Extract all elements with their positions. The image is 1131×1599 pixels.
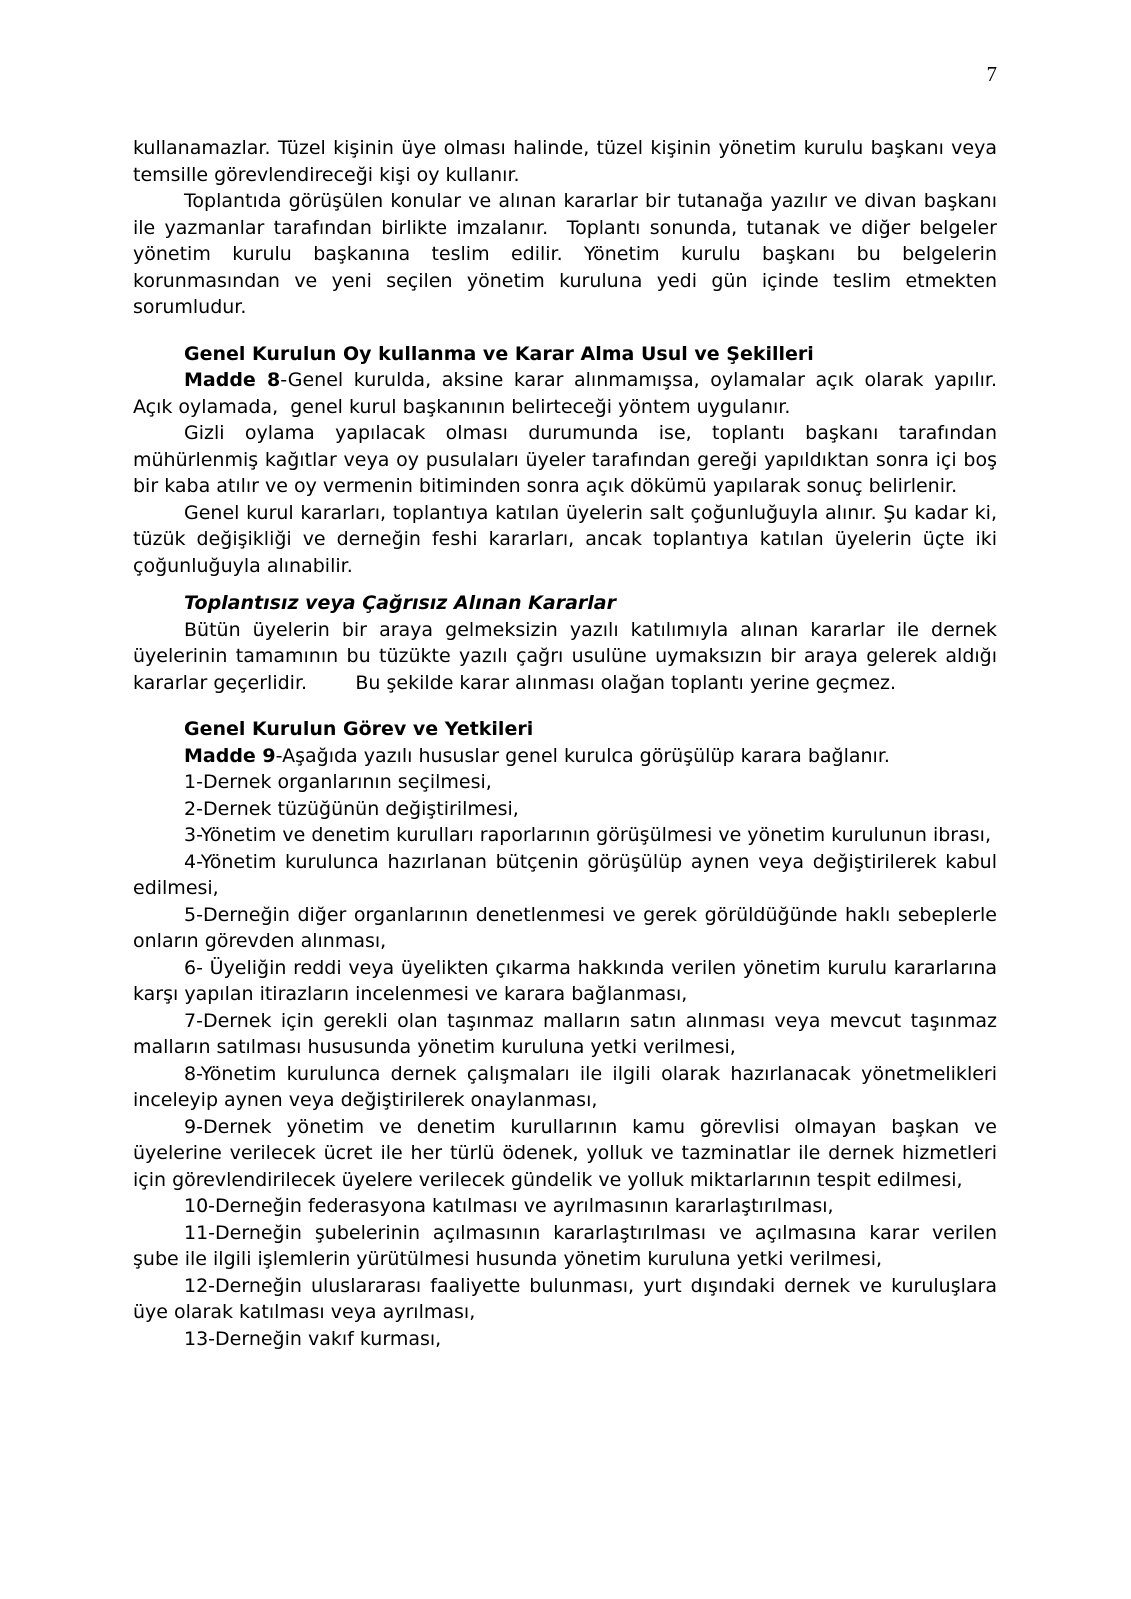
text-run: Genel kurul kararları, toplantıya katılan üyelerin salt çoğunluğuyla alınır. Şu kadar ki, tüzük değişikliği ve derneğin feshi kararları, ancak toplantıya katılan üyelerin üçte iki çoğunluğuyla alınabilir. (133, 501, 997, 577)
paragraph (133, 617, 997, 697)
text-run: 12-Derneğin uluslararası faaliyette bulunması, yurt dışındaki dernek ve kuruluşlara üye olarak katılması veya ayrılması, (133, 1274, 997, 1323)
list-item (133, 1061, 997, 1114)
paragraph (133, 135, 997, 188)
list-item (133, 1193, 997, 1220)
list-item (133, 1114, 997, 1194)
page-number: 7 (986, 62, 997, 86)
section-heading (133, 341, 997, 368)
text-run: 11-Derneğin şubelerinin açılmasının kararlaştırılması ve açılmasına karar verilen şube ile ilgili işlemlerin yürütülmesi husunda yönetim kuruluna yetki verilmesi, (133, 1221, 997, 1270)
text-run: Gizli oylama yapılacak olması durumunda ise, toplantı başkanı tarafından mühürlenmiş kağıtlar veya oy pusulaları üyeler tarafından gereği yapıldıktan sonra içi boş bir kaba atılır ve oy vermenin bitiminden sonra açık dökümü yapılarak sonuç belirlenir. (133, 422, 997, 497)
page-header (133, 64, 997, 85)
paragraph (133, 420, 997, 500)
document-body (133, 135, 997, 1352)
text-run: 8-Yönetim kurulunca dernek çalışmaları ile ilgili olarak hazırlanacak yönetmelikleri inceleyip aynen veya değiştirilerek onaylanması, (133, 1062, 997, 1111)
list-item (133, 849, 997, 902)
text-run: 7-Dernek için gerekli olan taşınmaz malların satın alınması veya mevcut taşınmaz malların satılması hususunda yönetim kuruluna yetki verilmesi, (133, 1009, 997, 1058)
list-item (133, 1220, 997, 1273)
article-paragraph (133, 743, 997, 770)
list-item (133, 769, 997, 796)
text-run: 6- Üyeliğin reddi veya üyelikten çıkarma hakkında verilen yönetim kurulu kararlarına karşı yapılan itirazların incelenmesi ve karara bağlanması, (133, 956, 997, 1005)
text-run: 5-Derneğin diğer organlarının denetlenmesi ve gerek görüldüğünde haklı sebeplerle onların görevden alınması, (133, 903, 997, 952)
list-item (133, 1273, 997, 1326)
text-run: Genel Kurulun Oy kullanma ve Karar Alma Usul ve Şekilleri (184, 342, 814, 365)
text-run: Bütün üyelerin bir araya gelmeksizin yazılı katılımıyla alınan kararlar ile dernek üyelerinin tamamının bu tüzükte yazılı çağrı usulüne uymaksızın bir araya gelerek aldığı kararlar geçerlidir. Bu şekilde karar alınması olağan toplantı yerine geçmez. (133, 618, 997, 694)
article-paragraph (133, 367, 997, 420)
article-number: Madde 9 (184, 744, 276, 767)
list-item (133, 796, 997, 823)
text-run: Toplantısız veya Çağrısız Alınan Kararlar (184, 592, 616, 614)
text-run: -Genel kurulda, aksine karar alınmamışsa, oylamalar açık olarak yapılır. Açık oylamada, genel kurul başkanının belirteceği yöntem uygulanır. (133, 369, 997, 418)
text-run: -Aşağıda yazılı hususlar genel kurulca görüşülüp karara bağlanır. (275, 744, 890, 767)
text-run: 3-Yönetim ve denetim kurulları raporlarının görüşülmesi ve yönetim kurulunun ibrası, (184, 824, 991, 846)
text-run: 10-Derneğin federasyona katılması ve ayrılmasının kararlaştırılması, (184, 1195, 834, 1217)
paragraph (133, 188, 997, 321)
text-run: kullanamazlar. Tüzel kişinin üye olması halinde, tüzel kişinin yönetim kurulu başkanı veya temsille görevlendireceği kişi oy kullanır. (133, 137, 997, 186)
text-run: Toplantıda görüşülen konular ve alınan kararlar bir tutanağa yazılır ve divan başkanı ile yazmanlar tarafından birlikte imzalanır. Toplantı sonunda, tutanak ve diğer belgeler yönetim kurulu başkanına teslim edilir. Yönetim kurulu başkanı bu belgelerin korunmasından ve yeni seçilen yönetim kuruluna yedi gün içinde teslim etmekten sorumludur. (133, 190, 997, 318)
text-run: Genel Kurulun Görev ve Yetkileri (184, 718, 534, 740)
text-run: 13-Derneğin vakıf kurması, (184, 1327, 442, 1350)
text-run: 4-Yönetim kurulunca hazırlanan bütçenin görüşülüp aynen veya değiştirilerek kabul edilmesi, (133, 850, 997, 899)
list-item (133, 1326, 997, 1353)
section-heading (133, 716, 997, 743)
list-item (133, 955, 997, 1008)
list-item (133, 1008, 997, 1061)
section-heading (133, 590, 997, 617)
article-number: Madde 8 (184, 369, 281, 391)
text-run: 2-Dernek tüzüğünün değiştirilmesi, (184, 797, 519, 820)
text-run: 9-Dernek yönetim ve denetim kurullarının kamu görevlisi olmayan başkan ve üyelerine verilecek ücret ile her türlü ödenek, yolluk ve tazminatlar ile dernek hizmetleri için görevlendirilecek üyelere verilecek gündelik ve yolluk miktarlarının tespit edilmesi, (133, 1115, 997, 1191)
list-item (133, 902, 997, 955)
paragraph (133, 500, 997, 580)
list-item (133, 822, 997, 849)
text-run: 1-Dernek organlarının seçilmesi, (184, 771, 492, 793)
